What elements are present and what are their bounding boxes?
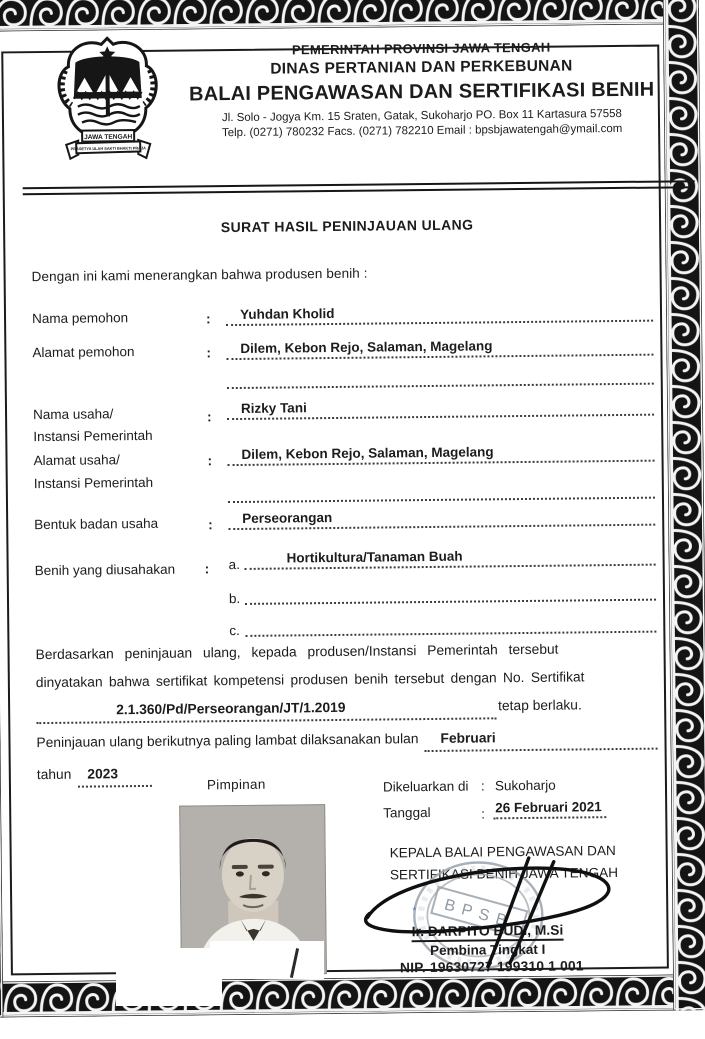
benih-prefix-c: c. xyxy=(229,622,240,639)
letterhead-divider xyxy=(23,180,695,195)
svg-text:PRASETYA ULAH SAKTI BHAKTI PRA: PRASETYA ULAH SAKTI BHAKTI PRAJA xyxy=(70,145,146,152)
benih-value-b xyxy=(245,581,656,605)
letterhead-agency: DINAS PERTANIAN DAN PERKEBUNAN xyxy=(270,57,573,78)
certificate-number: 2.1.360/Pd/Perseorangan/JT/1.2019 xyxy=(36,696,496,724)
paragraph-certificate-line1: Berdasarkan peninjauan ulang, kepada produsen/Instansi Pemerintah tersebut xyxy=(35,641,559,663)
letterhead xyxy=(167,38,676,139)
label-nama-usaha-1: Nama usaha/ xyxy=(32,406,114,423)
jawa-tengah-emblem xyxy=(51,36,164,165)
signer-name: Ir. DARPITO BUDI, M.Si xyxy=(392,922,582,939)
issued-at-label: Dikeluarkan di xyxy=(382,778,469,795)
label-benih: Benih yang diusahakan xyxy=(34,561,176,579)
colon: : xyxy=(207,409,212,425)
dotted-line-continuation xyxy=(228,483,655,503)
colon: : xyxy=(204,561,210,577)
next-review-year: 2023 xyxy=(77,764,151,788)
signature-scrawl xyxy=(349,847,630,985)
signer-nip: NIP. 19630727 199310 1 001 xyxy=(399,958,584,976)
colon: : xyxy=(480,778,485,794)
letterhead-address: Jl. Solo - Jogya Km. 15 Sraten, Gatak, Sukoharjo PO. Box 11 Kartasura 57558 xyxy=(221,107,622,125)
next-review-text: Peninjauan ulang berikutnya paling lambat dilaksanakan bulan xyxy=(36,731,419,751)
label-alamat-pemohon: Alamat pemohon xyxy=(32,344,135,361)
paragraph-certificate xyxy=(35,635,659,730)
colon: : xyxy=(207,453,213,469)
whiteout-patch xyxy=(116,948,222,1006)
pimpinan-label: Pimpinan xyxy=(206,776,266,793)
next-review-month: Februari xyxy=(424,727,657,752)
benih-prefix-b: b. xyxy=(228,590,241,607)
colon: : xyxy=(208,517,213,533)
dotted-line-continuation xyxy=(227,369,654,389)
benih-prefix-a: a. xyxy=(228,556,240,573)
colon: : xyxy=(205,311,211,327)
stamp-asterisk: * xyxy=(412,905,417,918)
value-nama-pemohon: Yuhdan Kholid xyxy=(226,303,653,326)
colon: : xyxy=(481,806,486,822)
label-alamat-usaha-1: Alamat usaha/ xyxy=(33,452,120,469)
authority-line2: SERTIFIKASI BENIH JAWA TENGAH xyxy=(389,865,619,883)
label-bentuk-badan-usaha: Bentuk badan usaha xyxy=(34,515,159,533)
authority-line1: KEPALA BALAI PENGAWASAN DAN xyxy=(389,843,616,861)
letterhead-government: PEMERINTAH PROVINSI JAWA TENGAH xyxy=(291,39,551,58)
value-alamat-usaha: Dilem, Kebon Rejo, Salaman, Magelang xyxy=(227,443,654,466)
paragraph-next-review xyxy=(36,723,660,794)
benih-value-a: Hortikultura/Tanaman Buah xyxy=(244,547,655,570)
benih-value-c xyxy=(245,613,656,637)
value-alamat-pemohon: Dilem, Kebon Rejo, Salaman, Magelang xyxy=(226,337,653,360)
colon: : xyxy=(206,345,211,361)
letterhead-office: BALAI PENGAWASAN DAN SERTIFIKASI BENIH xyxy=(188,78,655,106)
date-label: Tanggal xyxy=(383,804,431,821)
issued-at-value: Sukoharjo xyxy=(494,777,556,794)
label-nama-pemohon: Nama pemohon xyxy=(31,310,129,327)
svg-text:JAWA TENGAH: JAWA TENGAH xyxy=(84,133,133,142)
paragraph-certificate-line3: tetap berlaku. xyxy=(498,697,582,714)
next-review-year-label: tahun xyxy=(36,766,72,783)
date-value: 26 Februari 2021 xyxy=(493,799,606,819)
value-bentuk-badan-usaha: Perseorangan xyxy=(228,507,655,530)
value-nama-usaha: Rizky Tani xyxy=(227,397,654,420)
label-nama-usaha-2: Instansi Pemerintah xyxy=(33,427,153,445)
stamp-center-text: BPSB xyxy=(442,896,516,932)
whiteout-patch xyxy=(210,941,324,979)
intro-text: Dengan ini kami menerangkan bahwa produsen benih : xyxy=(31,265,368,285)
paragraph-certificate-line2: dinyatakan bahwa sertifikat kompetensi produsen benih tersebut dengan No. Sertifikat xyxy=(35,669,585,691)
signer-rank: Pembina Tingkat I xyxy=(429,941,546,959)
label-alamat-usaha-2: Instansi Pemerintah xyxy=(33,474,154,492)
letterhead-contact: Telp. (0271) 780232 Facs. (0271) 782210 Email : bpsbjawatengah@ymail.com xyxy=(221,122,623,140)
document-title: SURAT HASIL PENINJAUAN ULANG xyxy=(220,216,474,236)
